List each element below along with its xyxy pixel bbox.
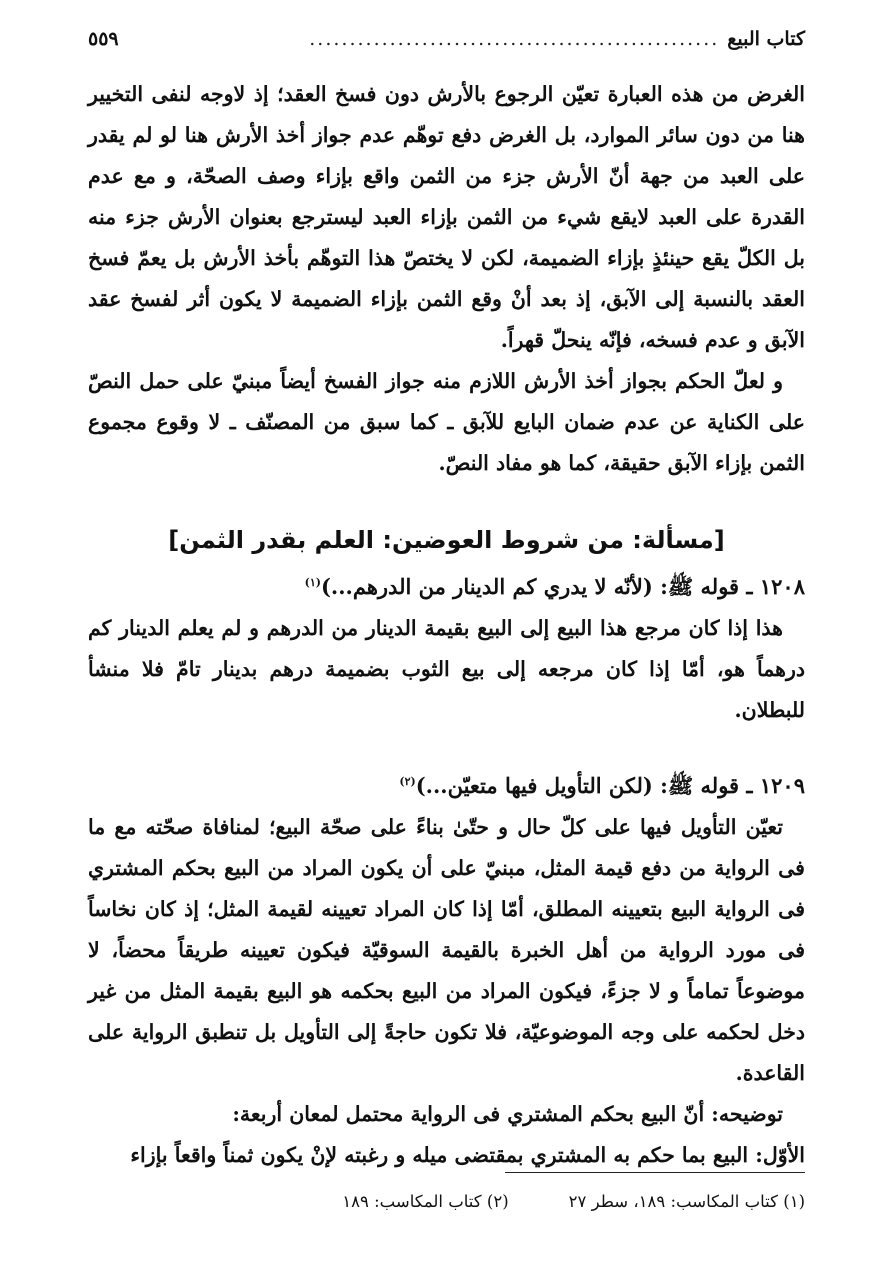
item-1208-heading	[88, 562, 805, 608]
spacer	[88, 731, 805, 761]
item-1208-text: هذا إذا كان مرجع هذا البيع إلى البيع بقيمة الدينار من الدرهم و لم يعلم الدينار كم درهماً هو، أمّا إذا كان مرجعه إلى بيع الثوب بضميمة درهم بدينار تامّ فلا منشأ للبطلان.	[88, 616, 805, 722]
page-number: ٥٥٩	[88, 28, 119, 50]
footnote-ref-1: (١)	[304, 576, 321, 589]
footnote-ref-2: (٢)	[399, 775, 416, 788]
first-meaning-text: البيع بما حكم به المشتري بمقتضى ميله و رغبته لإنْ يكون ثمناً واقعاً بإزاء	[130, 1143, 749, 1167]
footnote-1: (١) كتاب المكاسب: ١٨٩، سطر ٢٧	[568, 1192, 805, 1211]
paragraph-2: و لعلّ الحكم بجواز أخذ الأرش اللازم منه جواز الفسخ أيضاً مبنيّ على حمل النصّ على الكناية عن عدم ضمان البايع للآبق ـ كما سبق من المصنّف ـ لا وقوع مجموع الثمن بإزاء الآبق حقيقة، كما هو مفاد النصّ.	[88, 369, 805, 475]
item-1209-text: تعيّن التأويل فيها على كلّ حال و حتّىٰ بناءً على صحّة البيع؛ لمنافاة صحّته مع ما فى الرواية من دفع قيمة المثل، مبنيّ على أن يكون المراد من البيع بحكم المشتري فى الرواية البيع بتعيينه المطلق، أمّا إذا كان المراد تعيينه لقيمة المثل؛ إذ كان نخاساً فى مورد الرواية من أهل الخبرة بالقيمة السوقيّة فيكون تعيينه طريقاً محضاً، لا موضوعاً تماماً و لا جزءً، فيكون المراد من البيع بحكمه هو البيع بقيمة المثل من غير دخل لحكمه على وجه الموضوعيّة، فلا تكون حاجةً إلى التأويل بل تنطبق الرواية على القاعدة.	[88, 815, 805, 1085]
section-heading: [مسألة: من شروط العوضين: العلم بقدر الثمن]	[168, 526, 725, 554]
item-1209-heading	[88, 761, 805, 807]
paragraph-1: الغرض من هذه العبارة تعيّن الرجوع بالأرش دون فسخ العقد؛ إذ لاوجه لنفى التخيير هنا من دون سائر الموارد، بل الغرض دفع توهّم عدم جواز أخذ الأرش هنا لو لم يقدر على العبد من جهة أنّ الأرش جزء من الثمن واقع بإزاء وصف الصحّة، و مع عدم القدرة على العبد لايقع شيء من الثمن بإزاء العبد ليسترجع بعنوان الأرش جزء منه بل الكلّ يقع حينئذٍ بإزاء الضميمة، لكن لا يختصّ هذا التوهّم بأخذ الأرش بل يعمّ فسخ العقد بالنسبة إلى الآبق، إذ بعد أنْ وقع الثمن بإزاء الضميمة لا يكون أثر لفسخ عقد الآبق و عدم فسخه، فإنّه ينحلّ قهراً.	[88, 82, 805, 352]
footnotes	[88, 1189, 805, 1215]
item-1208-heading-text: ١٢٠٨ ـ قوله ﷺ: (لأنّه لا يدري كم الدينار من الدرهم...)	[321, 574, 805, 599]
item-1209-clarification: توضيحه: أنّ البيع بحكم المشتري فى الرواية محتمل لمعان أربعة:	[232, 1102, 783, 1126]
first-meaning-label: الأوّل:	[755, 1143, 805, 1167]
footnote-2: (٢) كتاب المكاسب: ١٨٩	[342, 1192, 509, 1211]
book-title: كتاب البيع	[727, 28, 805, 50]
leader-dots: ...................................................	[309, 28, 720, 50]
item-1209-heading-text: ١٢٠٩ ـ قوله ﷺ: (لكن التأويل فيها متعيّن...)	[415, 773, 805, 798]
body-text	[88, 74, 805, 1176]
item-1209-first-meaning	[88, 1135, 805, 1176]
footnote-divider	[505, 1172, 805, 1173]
running-header	[88, 28, 805, 68]
page	[88, 28, 805, 1237]
